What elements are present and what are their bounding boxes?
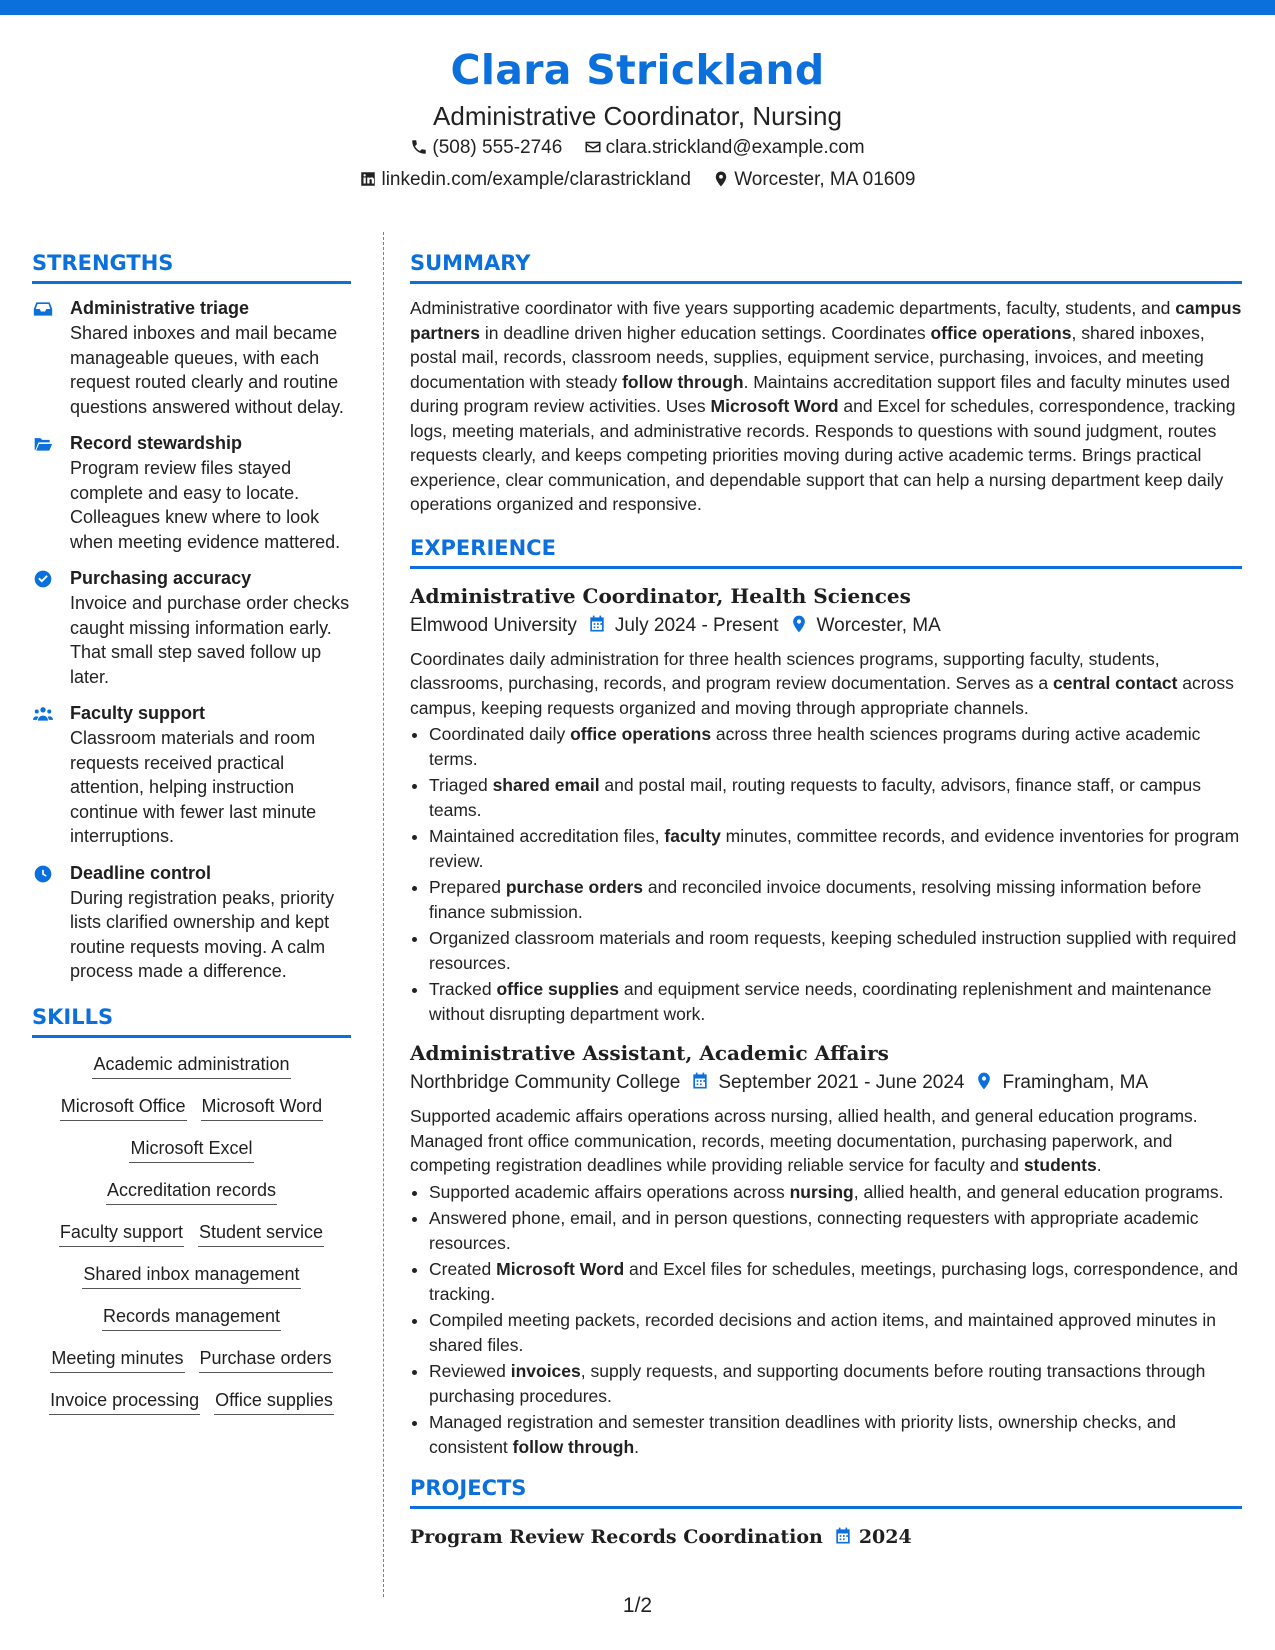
linkedin-contact[interactable] (359, 164, 690, 196)
skill-row (32, 1386, 351, 1415)
strength-title: Record stewardship (70, 433, 243, 453)
column-divider (383, 232, 384, 1597)
calendar-icon (690, 1071, 710, 1091)
skill-row (32, 1344, 351, 1373)
job-organization: Elmwood University (410, 614, 577, 636)
bold-keyword: office supplies (496, 979, 619, 999)
experience-list (410, 581, 1242, 1460)
skill-row (32, 1302, 351, 1331)
text-segment: . (634, 1436, 640, 1457)
job-bullets (410, 722, 1242, 1026)
text-segment: and Excel for schedules, correspondence, tracking logs, meeting materials, and administrative records. Responds to questions with sound judgment, routes requests clearly, and keeps competing priorities moving during active academic terms. Brings practical experience, clear communication, and dependable support that can help a nursing department keep daily operations organized and responsive. (410, 396, 1236, 514)
text-segment: Managed registration and semester transition deadlines with priority lists, ownership checks, and consistent (429, 1412, 1177, 1457)
job-bullets (410, 1180, 1242, 1460)
location-text: Worcester, MA 01609 (734, 169, 916, 190)
strength-title: Administrative triage (70, 298, 250, 318)
text-segment: Compiled meeting packets, recorded decisions and action items, and maintained approved minutes in shared files. (429, 1310, 1216, 1355)
job-bullet (429, 977, 1242, 1026)
job-bullet (429, 926, 1242, 975)
job-description (410, 1104, 1242, 1178)
project-title: Program Review Records Coordination (410, 1526, 823, 1548)
skill-tag: Invoice processing (49, 1386, 200, 1415)
text-segment: and reconciled invoice documents, resolving missing information before finance submission. (429, 877, 1202, 922)
candidate-name: Clara Strickland (450, 46, 825, 94)
strength-item (32, 701, 351, 849)
folder-open-icon (32, 434, 54, 454)
bold-keyword: office operations (930, 322, 1072, 343)
map-pin-icon (789, 614, 809, 634)
location-contact (712, 164, 915, 196)
strength-description: Classroom materials and room requests received practical attention, helping instruction continue with fewer last minute interruptions. (70, 728, 317, 846)
text-segment: across three health sciences programs during active academic terms. (429, 724, 1201, 769)
skill-row (32, 1218, 351, 1247)
job-bullet (429, 1180, 1242, 1205)
job-bullet (429, 1308, 1242, 1357)
bold-keyword: Microsoft Word (496, 1259, 625, 1279)
bold-keyword: nursing (789, 1181, 854, 1202)
skill-row (32, 1134, 351, 1163)
skill-tag: Microsoft Excel (129, 1134, 253, 1163)
bold-keyword: central contact (1052, 673, 1178, 693)
text-segment: across campus, keeping requests organized and moving through appropriate channels. (410, 673, 1234, 718)
job-bullet (429, 824, 1242, 873)
strength-description: During registration peaks, priority lists clarified ownership and kept routine requests moving. A calm process made a difference. (70, 887, 335, 981)
text-segment: Supported academic affairs operations across (429, 1181, 790, 1202)
strength-item (32, 566, 351, 689)
job-bullet (429, 1206, 1242, 1255)
skills-list (32, 1050, 351, 1415)
strength-title: Faculty support (70, 703, 206, 723)
project-year: 2024 (858, 1526, 912, 1548)
experience-heading: EXPERIENCE (410, 531, 1242, 569)
text-segment: Organized classroom materials and room requests, keeping scheduled instruction supplied with required resources. (429, 928, 1237, 973)
job-dates: July 2024 - Present (614, 614, 779, 636)
skill-tag: Microsoft Word (201, 1092, 324, 1121)
job-bullet (429, 1257, 1242, 1306)
bold-keyword: follow through (622, 371, 744, 392)
email-text[interactable]: clara.strickland@example.com (605, 137, 865, 158)
strengths-heading: STRENGTHS (32, 246, 351, 284)
strength-title: Purchasing accuracy (70, 568, 252, 588)
clock-icon (32, 864, 54, 884)
bold-keyword: faculty (664, 826, 721, 846)
text-segment: Tracked (429, 979, 497, 999)
skill-tag: Microsoft Office (60, 1092, 187, 1121)
job-dates: September 2021 - June 2024 (718, 1072, 965, 1093)
map-pin-icon (974, 1071, 994, 1091)
job-bullet (429, 773, 1242, 822)
job-entry (410, 1038, 1242, 1459)
strength-item (32, 431, 351, 554)
skill-row (32, 1092, 351, 1121)
text-segment: Reviewed (429, 1361, 511, 1381)
skill-row (32, 1176, 351, 1205)
phone-contact (410, 132, 562, 164)
skill-tag: Office supplies (214, 1386, 334, 1415)
summary-heading: SUMMARY (410, 246, 1242, 284)
bold-keyword: follow through (512, 1436, 635, 1457)
job-location: Worcester, MA (816, 614, 941, 636)
text-segment: Prepared (429, 877, 506, 897)
job-organization: Northbridge Community College (410, 1072, 681, 1093)
skill-tag: Accreditation records (106, 1176, 277, 1205)
strength-item (32, 296, 351, 419)
strength-title: Deadline control (70, 862, 212, 883)
contact-line-2 (0, 164, 1275, 196)
job-bullet (429, 1359, 1242, 1408)
contact-line-1 (0, 132, 1275, 164)
bold-keyword: campus partners (410, 298, 1242, 343)
resume-header (0, 40, 1275, 196)
calendar-icon (587, 614, 607, 634)
strength-description: Shared inboxes and mail became manageable queues, with each request routed clearly and routine questions answered without delay. (70, 323, 344, 417)
skill-tag: Academic administration (92, 1050, 290, 1079)
strengths-list (32, 296, 351, 984)
summary-text (410, 296, 1242, 517)
check-circle-icon (32, 569, 54, 589)
job-location: Framingham, MA (1002, 1072, 1149, 1093)
inbox-icon (32, 299, 54, 319)
users-icon (32, 704, 54, 724)
strength-description: Invoice and purchase order checks caught missing information early. That small step saved follow up later. (70, 593, 350, 687)
skill-tag: Records management (102, 1302, 281, 1331)
text-segment: minutes, committee records, and evidence inventories for program review. (429, 826, 1240, 871)
text-segment: Maintained accreditation files, (429, 826, 665, 846)
bold-keyword: students (1023, 1155, 1097, 1175)
right-column (410, 246, 1242, 1553)
skill-tag: Shared inbox management (82, 1260, 300, 1289)
email-contact[interactable] (584, 132, 865, 164)
text-segment: Answered phone, email, and in person questions, connecting requesters with appropriate academic resources. (429, 1208, 1199, 1253)
phone-icon (410, 138, 428, 156)
text-segment: , allied health, and general education programs. (853, 1181, 1224, 1202)
linkedin-icon (359, 170, 377, 188)
job-title: Administrative Coordinator, Health Sciences (410, 583, 911, 608)
left-column (32, 246, 351, 1428)
job-title: Administrative Assistant, Academic Affairs (410, 1041, 889, 1065)
text-segment: . Maintains accreditation support files and faculty minutes used during program review activities. Uses (410, 371, 1230, 416)
bold-keyword: Microsoft Word (710, 396, 839, 416)
skill-row (32, 1260, 351, 1289)
text-segment: Created (429, 1259, 497, 1279)
projects-heading: PROJECTS (410, 1471, 1242, 1509)
calendar-icon (833, 1526, 853, 1546)
job-entry (410, 581, 1242, 1027)
strength-item (32, 861, 351, 984)
text-segment: and equipment service needs, coordinating replenishment and maintenance without disrupting department work. (429, 979, 1212, 1024)
candidate-title: Administrative Coordinator, Nursing (433, 101, 842, 131)
skill-tag: Student service (198, 1218, 324, 1247)
skills-heading: SKILLS (32, 1000, 351, 1038)
job-description (410, 647, 1242, 721)
phone-text: (508) 555-2746 (432, 137, 563, 158)
text-segment: Triaged (429, 775, 493, 795)
text-segment: and postal mail, routing requests to faculty, advisors, finance staff, or campus teams. (429, 775, 1202, 820)
bold-keyword: shared email (492, 775, 600, 795)
job-meta (410, 1068, 1242, 1098)
skill-tag: Faculty support (59, 1218, 184, 1247)
text-segment: . (1096, 1155, 1102, 1175)
bold-keyword: office operations (570, 724, 712, 744)
text-segment: and Excel files for schedules, meetings, purchasing logs, correspondence, and tracking. (429, 1259, 1238, 1304)
projects-list (410, 1521, 1242, 1553)
bold-keyword: invoices (510, 1361, 581, 1381)
map-pin-icon (712, 170, 730, 188)
page-number: 1/2 (622, 1594, 653, 1617)
text-segment: , supply requests, and supporting documents before routing transactions through purchasing procedures. (429, 1361, 1206, 1406)
text-segment: Coordinates daily administration for three health sciences programs, supporting faculty, students, classrooms, purchasing, records, and program review documentation. Serves as a (410, 648, 1160, 693)
linkedin-text[interactable]: linkedin.com/example/clarastrickland (381, 169, 691, 190)
text-segment: Supported academic affairs operations across nursing, allied health, and general education programs. Managed front office communication, records, meeting documentation, purchasing paperwork, and competing registration deadlines while providing reliable service for faculty and (410, 1106, 1198, 1175)
job-meta (410, 611, 1242, 641)
skill-tag: Purchase orders (199, 1344, 333, 1373)
top-accent-bar (0, 0, 1275, 15)
text-segment: Administrative coordinator with five years supporting academic departments, faculty, students, and (410, 298, 1176, 318)
envelope-icon (584, 138, 602, 156)
job-bullet (429, 875, 1242, 924)
text-segment: Coordinated daily (429, 724, 571, 744)
job-bullet (429, 1410, 1242, 1459)
job-bullet (429, 722, 1242, 771)
skill-tag: Meeting minutes (50, 1344, 184, 1373)
project-entry (410, 1521, 1242, 1553)
strength-description: Program review files stayed complete and easy to locate. Colleagues knew where to look when meeting evidence mattered. (70, 458, 341, 552)
skill-row (32, 1050, 351, 1079)
text-segment: , shared inboxes, postal mail, records, classroom needs, supplies, equipment service, purchasing, invoices, and meeting documentation with steady (410, 322, 1205, 392)
text-segment: in deadline driven higher education settings. Coordinates (480, 322, 931, 343)
bold-keyword: purchase orders (505, 877, 643, 897)
